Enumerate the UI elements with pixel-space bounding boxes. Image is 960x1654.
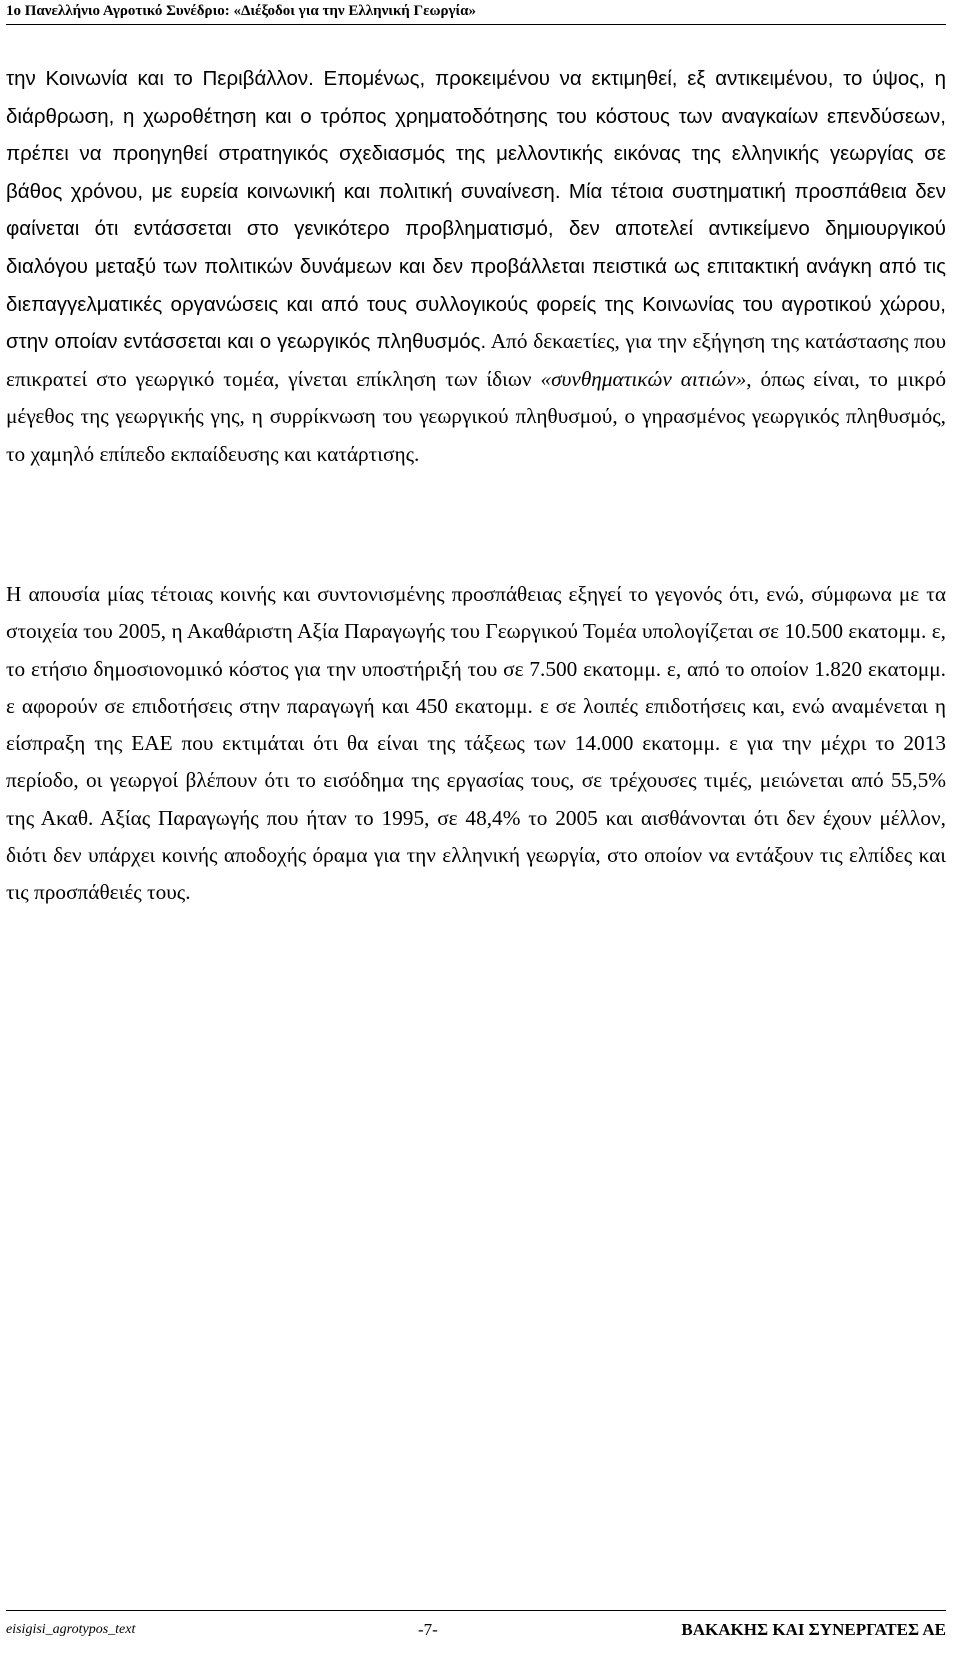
running-header: 1ο Πανελλήνιο Αγροτικό Συνέδριο: «Διέξοδοι για την Ελληνική Γεωργία» (6, 3, 477, 19)
footer-divider (6, 1610, 946, 1611)
paragraph-1-italic-quote: «συνθηματικών αιτιών» (540, 366, 747, 391)
footer-company: ΒΑΚΑΚΗΣ ΚΑΙ ΣΥΝΕΡΓΑΤΕΣ ΑΕ (681, 1620, 946, 1639)
paragraph-1 (6, 60, 946, 474)
paragraph-1-text-b-lead: Από δεκαετίες, για την εξήγηση της κατάστασης που επικρατεί στο γεωργικό τομέα, γίνεται επίκληση των ίδιων (6, 329, 946, 391)
page-number: -7- (418, 1620, 438, 1639)
paragraph-1-text-a: την Κοινωνία και το Περιβάλλον. Επομένως, προκειμένου να εκτιμηθεί, εξ αντικειμένου, το ύψος, η διάρθρωση, η χωροθέτηση και ο τρόπος χρηματοδότησης του κόστους των αναγκαίων επενδύσεων, πρέπει να προηγηθεί στρατηγικός σχεδιασμός της μελλοντικής εικόνας της ελληνικής γεωργίας σε βάθος χρόνου, με ευρεία κοινωνική και πολιτική συναίνεση. Μία τέτοια συστηματική προσπάθεια δεν φαίνεται ότι εντάσσεται στο γενικότερο προβληματισμό, δεν αποτελεί αντικείμενο δημιουργικού διαλόγου μεταξύ των πολιτικών δυνάμεων και δεν προβάλλεται πειστικά ως επιτακτική ανάγκη από τις διεπαγγελματικές οργανώσεις και από τους συλλογικούς φορείς της Κοινωνίας του αγροτικού χώρου, στην οποίαν εντάσσεται και ο γεωργικός πληθυσμός. (6, 67, 946, 354)
footer-filename: eisigisi_agrotypos_text (6, 1622, 136, 1637)
header-divider (6, 24, 946, 25)
paragraph-1-text-b-tail: , όπως είναι, το μικρό μέγεθος της γεωργικής γης, η συρρίκνωση του γεωργικού πληθυσμού, ο γηρασμένος γεωργικός πληθυσμός, το χαμηλό επίπεδο εκπαίδευσης και κατάρτισης. (6, 366, 946, 466)
paragraph-2: Η απουσία μίας τέτοιας κοινής και συντονισμένης προσπάθειας εξηγεί το γεγονός ότι, ενώ, σύμφωνα με τα στοιχεία του 2005, η Ακαθάριστη Αξία Παραγωγής του Γεωργικού Τομέα υπολογίζεται σε 10.500 εκατομμ. ε, το ετήσιο δημοσιονομικό κόστος για την υποστήριξή του σε 7.500 εκατομμ. ε, από το οποίον 1.820 εκατομμ. ε αφορούν σε επιδοτήσεις στην παραγωγή και 450 εκατομμ. ε σε λοιπές επιδοτήσεις και, ενώ αναμένεται η είσπραξη της ΕΑΕ που εκτιμάται ότι θα είναι της τάξεως των 14.000 εκατομμ. ε για την μέχρι το 2013 περίοδο, οι γεωργοί βλέπουν ότι το εισόδημα της εργασίας τους, σε τρέχουσες τιμές, μειώνεται από 55,5% της Ακαθ. Αξίας Παραγωγής που ήταν το 1995, σε 48,4% το 2005 και αισθάνονται ότι δεν έχουν μέλλον, διότι δεν υπάρχει κοινής αποδοχής όραμα για την ελληνική γεωργία, στο οποίον να εντάξουν τις ελπίδες και τις προσπάθειές τους. (6, 582, 946, 905)
page-footer (6, 1620, 946, 1644)
